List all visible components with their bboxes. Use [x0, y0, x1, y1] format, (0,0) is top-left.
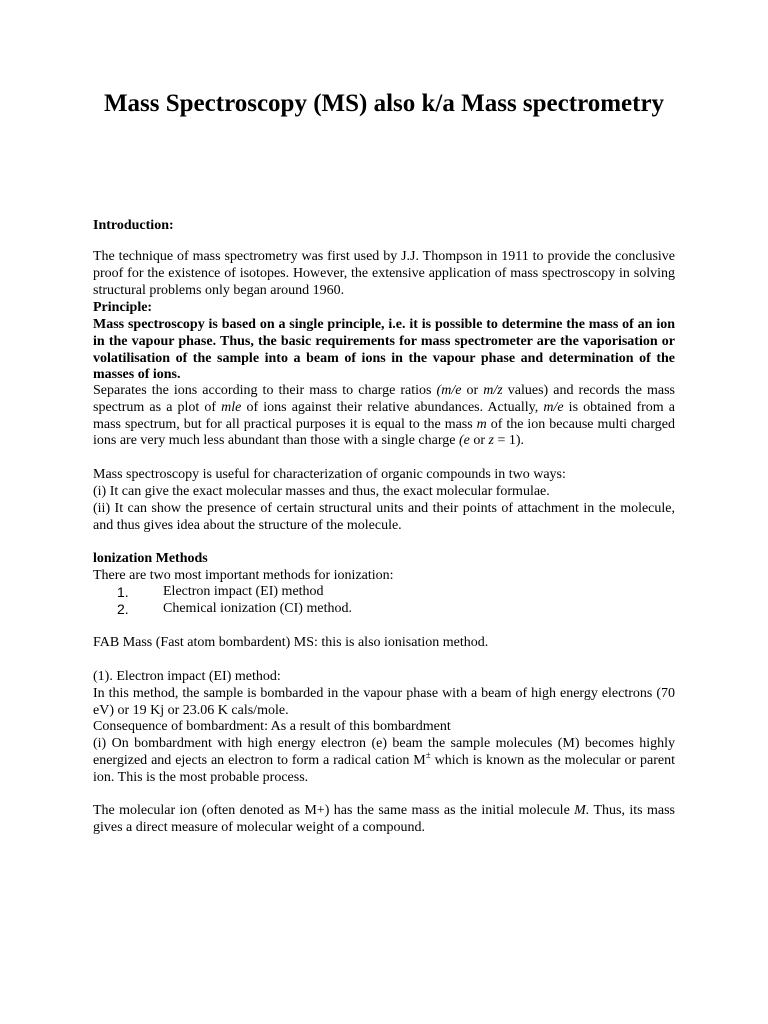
ionization-intro: There are two most important methods for ionization: [93, 568, 394, 583]
consequence-line: Consequence of bombardment: As a result of this bombardment [93, 719, 451, 734]
principle-bold-paragraph: Mass spectroscopy is based on a single principle, i.e. it is possible to determine the mass of an ion in the vapour phase. Thus, the basic requirements for mass spectrometer are the vaporisation or volatilisation of the sample into a beam of ions in the vapour phase and determination of the masses of ions. [93, 317, 675, 383]
document-title: Mass Spectroscopy (MS) also k/a Mass spectrometry [103, 90, 665, 117]
molecular-ion-paragraph: The molecular ion (often denoted as M+) has the same mass as the initial molecule M. Thus, its mass gives a direct measure of molecular weight of a compound. [93, 803, 675, 835]
list-item [93, 584, 675, 601]
list-item [93, 601, 675, 618]
principle-heading: Principle: [93, 300, 153, 315]
ionization-heading: lonization Methods [93, 551, 208, 566]
introduction-heading: Introduction: [93, 218, 174, 233]
electron-impact-heading: (1). Electron impact (EI) method: [93, 669, 281, 684]
list-label: Electron impact (EI) method [163, 584, 324, 599]
list-number: 2. [117, 600, 129, 617]
useful-way-2: (ii) It can show the presence of certain structural units and their points of attachment in the molecule, and thus gives idea about the structure of the molecule. [93, 501, 675, 533]
ionization-methods-list [93, 584, 675, 618]
separates-paragraph: Separates the ions according to their mass to charge ratios (m/e or m/z values) and records the mass spectrum as a plot of mle of ions against their relative abundances. Actually, m/e is obtained from a mass spectrum, but for all practical purposes it is equal to the mass m of the ion because multi charged ions are very much less abundant than those with a single charge (e or z = 1). [93, 383, 675, 449]
electron-impact-paragraph: In this method, the sample is bombarded in the vapour phase with a beam of high energy electrons (70 eV) or 19 Kj or 23.06 K cals/mole. [93, 686, 675, 718]
list-label: Chemical ionization (CI) method. [163, 600, 352, 616]
fab-line: FAB Mass (Fast atom bombardent) MS: this is also ionisation method. [93, 635, 489, 650]
list-number: 1. [117, 584, 129, 600]
useful-line: Mass spectroscopy is useful for characterization of organic compounds in two ways: [93, 467, 566, 482]
introduction-paragraph: The technique of mass spectrometry was first used by J.J. Thompson in 1911 to provide the conclusive proof for the existence of isotopes. However, the extensive application of mass spectroscopy in solving structural problems only began around 1960. [93, 249, 675, 298]
bombardment-point-1: (i) On bombardment with high energy electron (e) beam the sample molecules (M) becomes highly energized and ejects an electron to form a radical cation M± which is known as the molecular or parent ion. This is the most probable process. [93, 736, 676, 785]
useful-way-1: (i) It can give the exact molecular masses and thus, the exact molecular formulae. [93, 484, 550, 499]
